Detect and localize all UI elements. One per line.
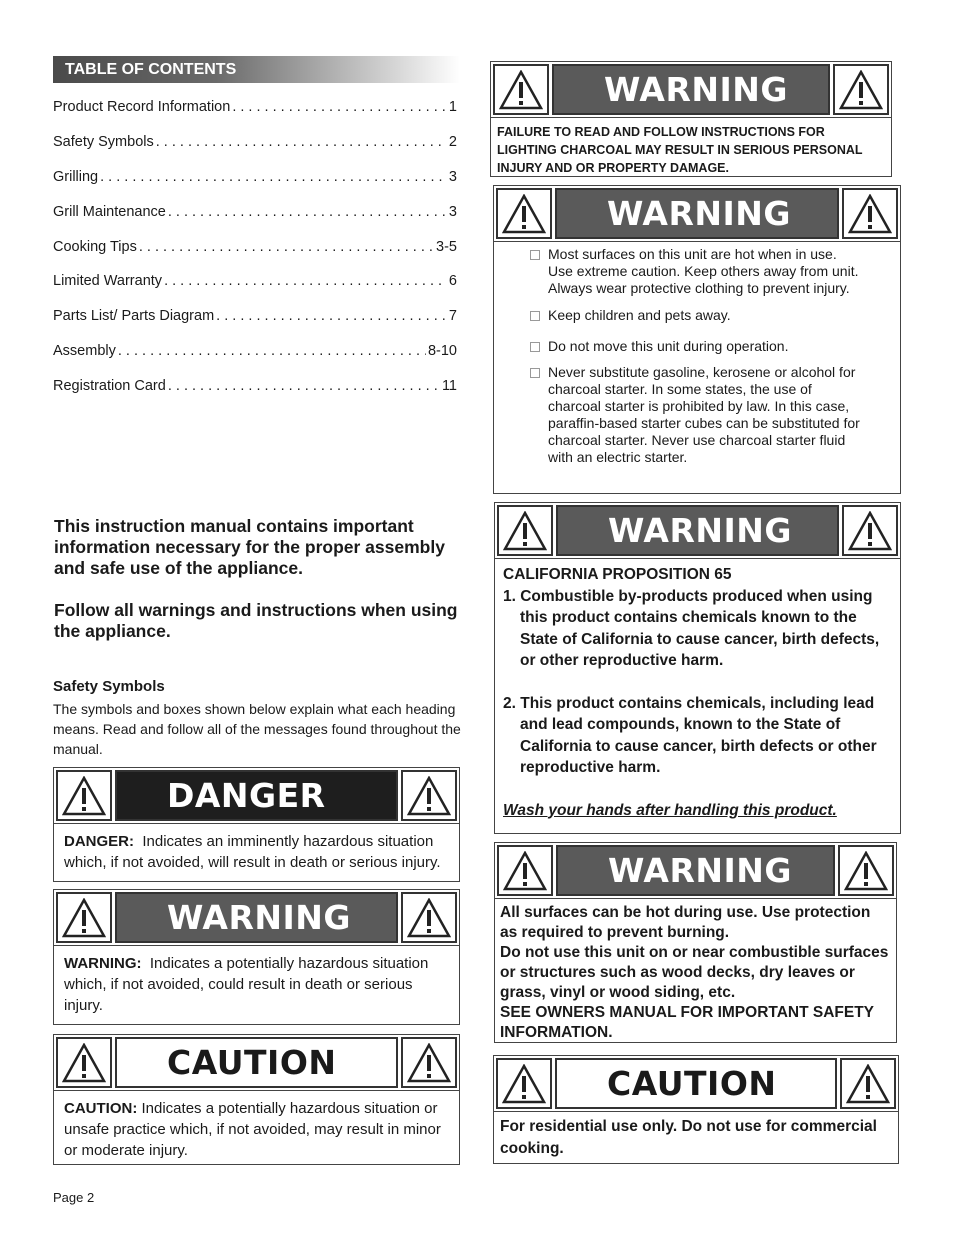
toc-page: 8-10 [427, 343, 457, 359]
combustible-warning-line-3: SEE OWNERS MANUAL FOR IMPORTANT SAFETY INFORMATION. [500, 1004, 874, 1041]
warning-triangle-icon [493, 64, 549, 115]
caution-banner [54, 1035, 459, 1091]
caution-definition-box [53, 1034, 460, 1165]
toc-page: 1 [448, 99, 457, 115]
caution-label: CAUTION: [64, 1100, 138, 1117]
toc-leader [168, 204, 447, 220]
toc-row [53, 239, 457, 255]
caution-word: CAUTION [555, 1058, 837, 1109]
toc-page: 3 [448, 169, 457, 185]
warning-text: Indicates a potentially hazardous situation which, if not avoided, could result in death or serious injury. [64, 955, 429, 1014]
prop65-title: CALIFORNIA PROPOSITION 65 [503, 566, 732, 583]
list-item: Do not move this unit during operation. [526, 338, 860, 355]
warning-word: WARNING [552, 64, 830, 115]
toc-label: Cooking Tips [53, 239, 137, 255]
toc-leader [168, 378, 440, 394]
warning-word: WARNING [556, 845, 835, 896]
toc-row [53, 343, 457, 359]
safety-symbols-body: The symbols and boxes shown below explain what each heading means. Read and follow all of the messages found throughout the manual. [53, 701, 461, 757]
toc-leader [156, 134, 447, 150]
warning-triangle-icon [56, 770, 112, 821]
warning-banner [494, 186, 900, 242]
warning-label: WARNING: [64, 955, 142, 972]
warning-triangle-icon [496, 188, 552, 239]
warning-definition-box [53, 889, 460, 1025]
toc-label: Registration Card [53, 378, 166, 394]
warning-triangle-icon [842, 505, 898, 556]
warning-banner [54, 890, 459, 946]
danger-text: Indicates an imminently hazardous situation which, if not avoided, will result in death or serious injury. [64, 833, 441, 871]
warning-triangle-icon [833, 64, 889, 115]
warning-banner [495, 503, 900, 559]
toc-row [53, 169, 457, 185]
combustible-warning-line-2: Do not use this unit on or near combustible surfaces or structures such as wood decks, dry leaves or grass, vinyl or wood siding, etc. [500, 944, 889, 1001]
toc-row [53, 134, 457, 150]
warning-triangle-icon [497, 505, 553, 556]
toc-row [53, 99, 457, 115]
toc-leader [164, 273, 447, 289]
warning-triangle-icon [56, 1037, 112, 1088]
warning-banner [491, 62, 891, 118]
charcoal-warning-text: FAILURE TO READ AND FOLLOW INSTRUCTIONS FOR LIGHTING CHARCOAL MAY RESULT IN SERIOUS PERSONAL INJURY AND OR PROPERTY DAMAGE. [497, 125, 863, 175]
warning-word: WARNING [555, 188, 839, 239]
toc-page: 7 [448, 308, 457, 324]
caution-text: Indicates a potentially hazardous situation or unsafe practice which, if not avoided, may result in minor or moderate injury. [64, 1100, 441, 1159]
toc-leader [216, 308, 447, 324]
danger-label: DANGER: [64, 833, 134, 850]
toc-leader [139, 239, 434, 255]
toc-page: 11 [441, 378, 457, 394]
list-item: Never substitute gasoline, kerosene or alcohol for charcoal starter. In some states, the use of charcoal starter is prohibited by law. In this case, paraffin-based starter cubes can be substituted for charcoal starter. Never use charcoal starter fluid with an electric starter. [526, 364, 860, 466]
intro-paragraph-2: Follow all warnings and instructions when using the appliance. [54, 600, 458, 641]
warning-triangle-icon [401, 892, 457, 943]
toc-leader [118, 343, 426, 359]
combustible-warning-line-1: All surfaces can be hot during use. Use protection as required to prevent burning. [500, 904, 871, 941]
combustible-warning-box [494, 842, 897, 1043]
prop65-footer: Wash your hands after handling this product. [503, 801, 837, 819]
toc-page: 3-5 [436, 239, 457, 255]
danger-box [53, 767, 460, 882]
toc-label: Limited Warranty [53, 273, 163, 289]
toc-label: Grilling [53, 169, 99, 185]
toc-page: 6 [448, 273, 457, 289]
warning-triangle-icon [56, 892, 112, 943]
warning-triangle-icon [401, 770, 457, 821]
toc-row [53, 204, 457, 220]
page-number: Page 2 [53, 1190, 95, 1205]
toc-page: 3 [448, 204, 457, 220]
danger-banner [54, 768, 459, 824]
toc-row [53, 273, 457, 289]
toc-leader [232, 99, 447, 115]
intro-paragraph-1: This instruction manual contains important information necessary for the proper assembly and safe use of the appliance. [54, 516, 445, 578]
toc-label: Parts List/ Parts Diagram [53, 308, 215, 324]
caution-word: CAUTION [115, 1037, 398, 1088]
prop65-item-1: 1. Combustible by-products produced when using this product contains chemicals known to the State of California to cause cancer, birth defects, or other reproductive harm. [503, 587, 880, 669]
warning-word: WARNING [556, 505, 839, 556]
warning-triangle-icon [401, 1037, 457, 1088]
toc-heading: TABLE OF CONTENTS [53, 56, 460, 83]
list-item: Most surfaces on this unit are hot when in use. Use extreme caution. Keep others away from unit. Always wear protective clothing to prevent injury. [526, 246, 860, 297]
toc-page: 2 [448, 134, 457, 150]
warning-triangle-icon [838, 845, 894, 896]
warning-banner [495, 843, 896, 899]
danger-word: DANGER [115, 770, 398, 821]
residential-caution-text: For residential use only. Do not use for commercial cooking. [500, 1118, 877, 1157]
toc-label: Safety Symbols [53, 134, 154, 150]
warning-triangle-icon [840, 1058, 896, 1109]
caution-banner [494, 1056, 898, 1112]
prop65-warning-box [494, 502, 901, 834]
toc-label: Product Record Information [53, 99, 231, 115]
warning-triangle-icon [496, 1058, 552, 1109]
warning-word: WARNING [115, 892, 398, 943]
charcoal-warning-box [490, 61, 892, 177]
residential-caution-box [493, 1055, 899, 1164]
list-item: Keep children and pets away. [526, 307, 860, 324]
warning-triangle-icon [842, 188, 898, 239]
prop65-item-2: 2. This product contains chemicals, including lead and lead compounds, known to the State of California to cause cancer, birth defects or other reproductive harm. [503, 694, 877, 776]
toc-label: Assembly [53, 343, 116, 359]
toc-leader [100, 169, 447, 185]
toc-label: Grill Maintenance [53, 204, 166, 220]
warning-triangle-icon [497, 845, 553, 896]
toc-row [53, 378, 457, 394]
hot-surface-warning-box [493, 185, 901, 494]
safety-symbols-title: Safety Symbols [53, 678, 165, 695]
toc-row [53, 308, 457, 324]
